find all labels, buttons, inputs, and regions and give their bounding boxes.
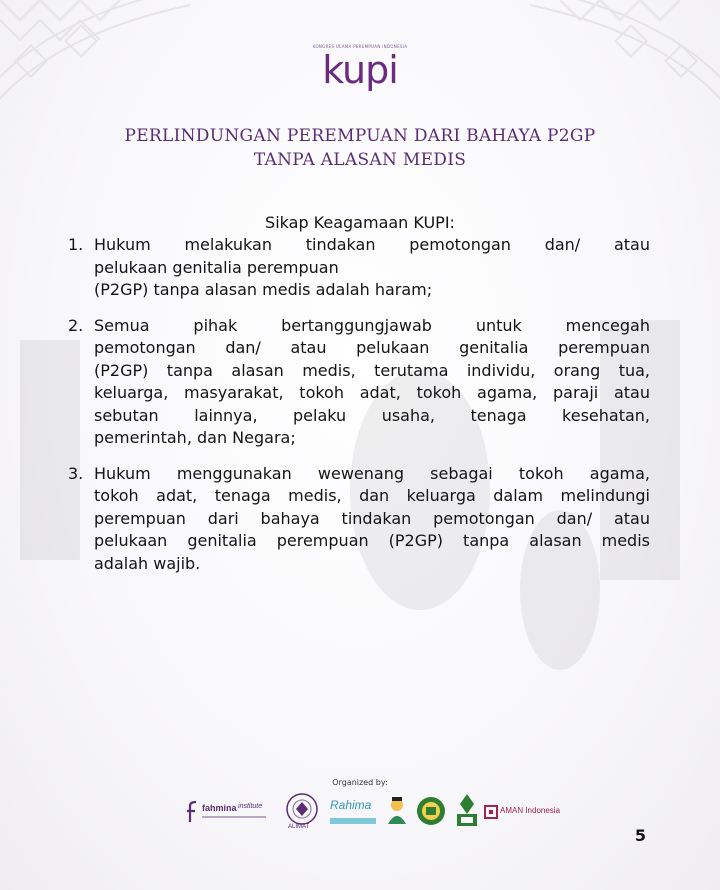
- aman-indonesia-logo: [484, 804, 566, 824]
- item-line: keluarga, masyarakat, tokoh adat, tokoh agama, paraji atau: [94, 383, 650, 402]
- page-number: 5: [634, 826, 646, 845]
- fahmina-icon: [186, 800, 200, 824]
- rahima-logo: [330, 796, 378, 828]
- aman-label: AMAN Indonesia: [500, 806, 561, 815]
- alimat-logo: [282, 792, 322, 832]
- item-line: Semua pihak bertanggungjawab untuk mencegah: [94, 315, 650, 335]
- title-line-1: PERLINDUNGAN PEREMPUAN DARI BAHAYA P2GP: [124, 126, 596, 146]
- logo-wordmark: kupi: [322, 48, 398, 92]
- nu-logo: [452, 792, 482, 832]
- list-item: [68, 234, 650, 302]
- organized-by-label: Organized by:: [332, 778, 388, 787]
- item-line: adalah wajib.: [94, 553, 201, 573]
- item-line: (P2GP) tanpa alasan medis adalah haram;: [94, 280, 433, 299]
- fahmina-institute-label: institute: [238, 803, 263, 810]
- position-list: [68, 234, 650, 575]
- item-line: Hukum menggunakan wewenang sebagai tokoh agama,: [94, 463, 650, 483]
- fahmina-label: fahmina: [202, 803, 237, 813]
- item-line: sebutan lainnya, pelaku usaha, tenaga kesehatan,: [94, 405, 650, 425]
- green-seal-logo: [416, 794, 446, 830]
- section-heading: Sikap Keagamaan KUPI:: [265, 213, 455, 232]
- green-seal-icon: [416, 794, 446, 828]
- organizer-logos: [186, 792, 566, 832]
- rahima-subline: [330, 818, 376, 824]
- fahmina-subline: [202, 816, 266, 818]
- person-logo: [384, 796, 410, 830]
- nu-emblem-icon: [452, 792, 482, 830]
- item-line: tokoh adat, tenaga medis, dan keluarga dalam melindungi: [94, 486, 650, 505]
- logo-tagline: KONGRES ULAMA PEREMPUAN INDONESIA: [312, 44, 408, 49]
- list-item: [68, 315, 650, 450]
- alimat-emblem-icon: [282, 792, 322, 826]
- item-number: 1.: [68, 235, 84, 254]
- item-number: 2.: [68, 315, 84, 335]
- aman-icon: [484, 805, 498, 819]
- item-line: pelukaan genitalia perempuan: [94, 257, 339, 277]
- item-line: pemotongan dan/ atau pelukaan genitalia perempuan: [94, 338, 650, 357]
- page-title: [60, 124, 660, 172]
- person-emblem-icon: [384, 796, 410, 830]
- kupi-logo: [310, 44, 410, 106]
- item-line: perempuan dari bahaya tindakan pemotongan dan/ atau: [94, 508, 650, 528]
- alimat-label: ALIMAT: [288, 824, 310, 830]
- item-line: Hukum melakukan tindakan pemotongan dan/ atau: [94, 235, 650, 254]
- list-item: [68, 463, 650, 576]
- corner-ornament-right: [520, 0, 720, 120]
- rahima-label: Rahima: [330, 798, 372, 812]
- item-line: pemerintah, dan Negara;: [94, 428, 296, 447]
- item-line: pelukaan genitalia perempuan (P2GP) tanpa alasan medis: [94, 531, 650, 550]
- corner-ornament-left: [0, 0, 200, 120]
- item-number: 3.: [68, 463, 84, 483]
- title-line-2: TANPA ALASAN MEDIS: [253, 150, 467, 170]
- fahmina-logo: [186, 800, 278, 826]
- item-line: (P2GP) tanpa alasan medis, terutama individu, orang tua,: [94, 360, 650, 380]
